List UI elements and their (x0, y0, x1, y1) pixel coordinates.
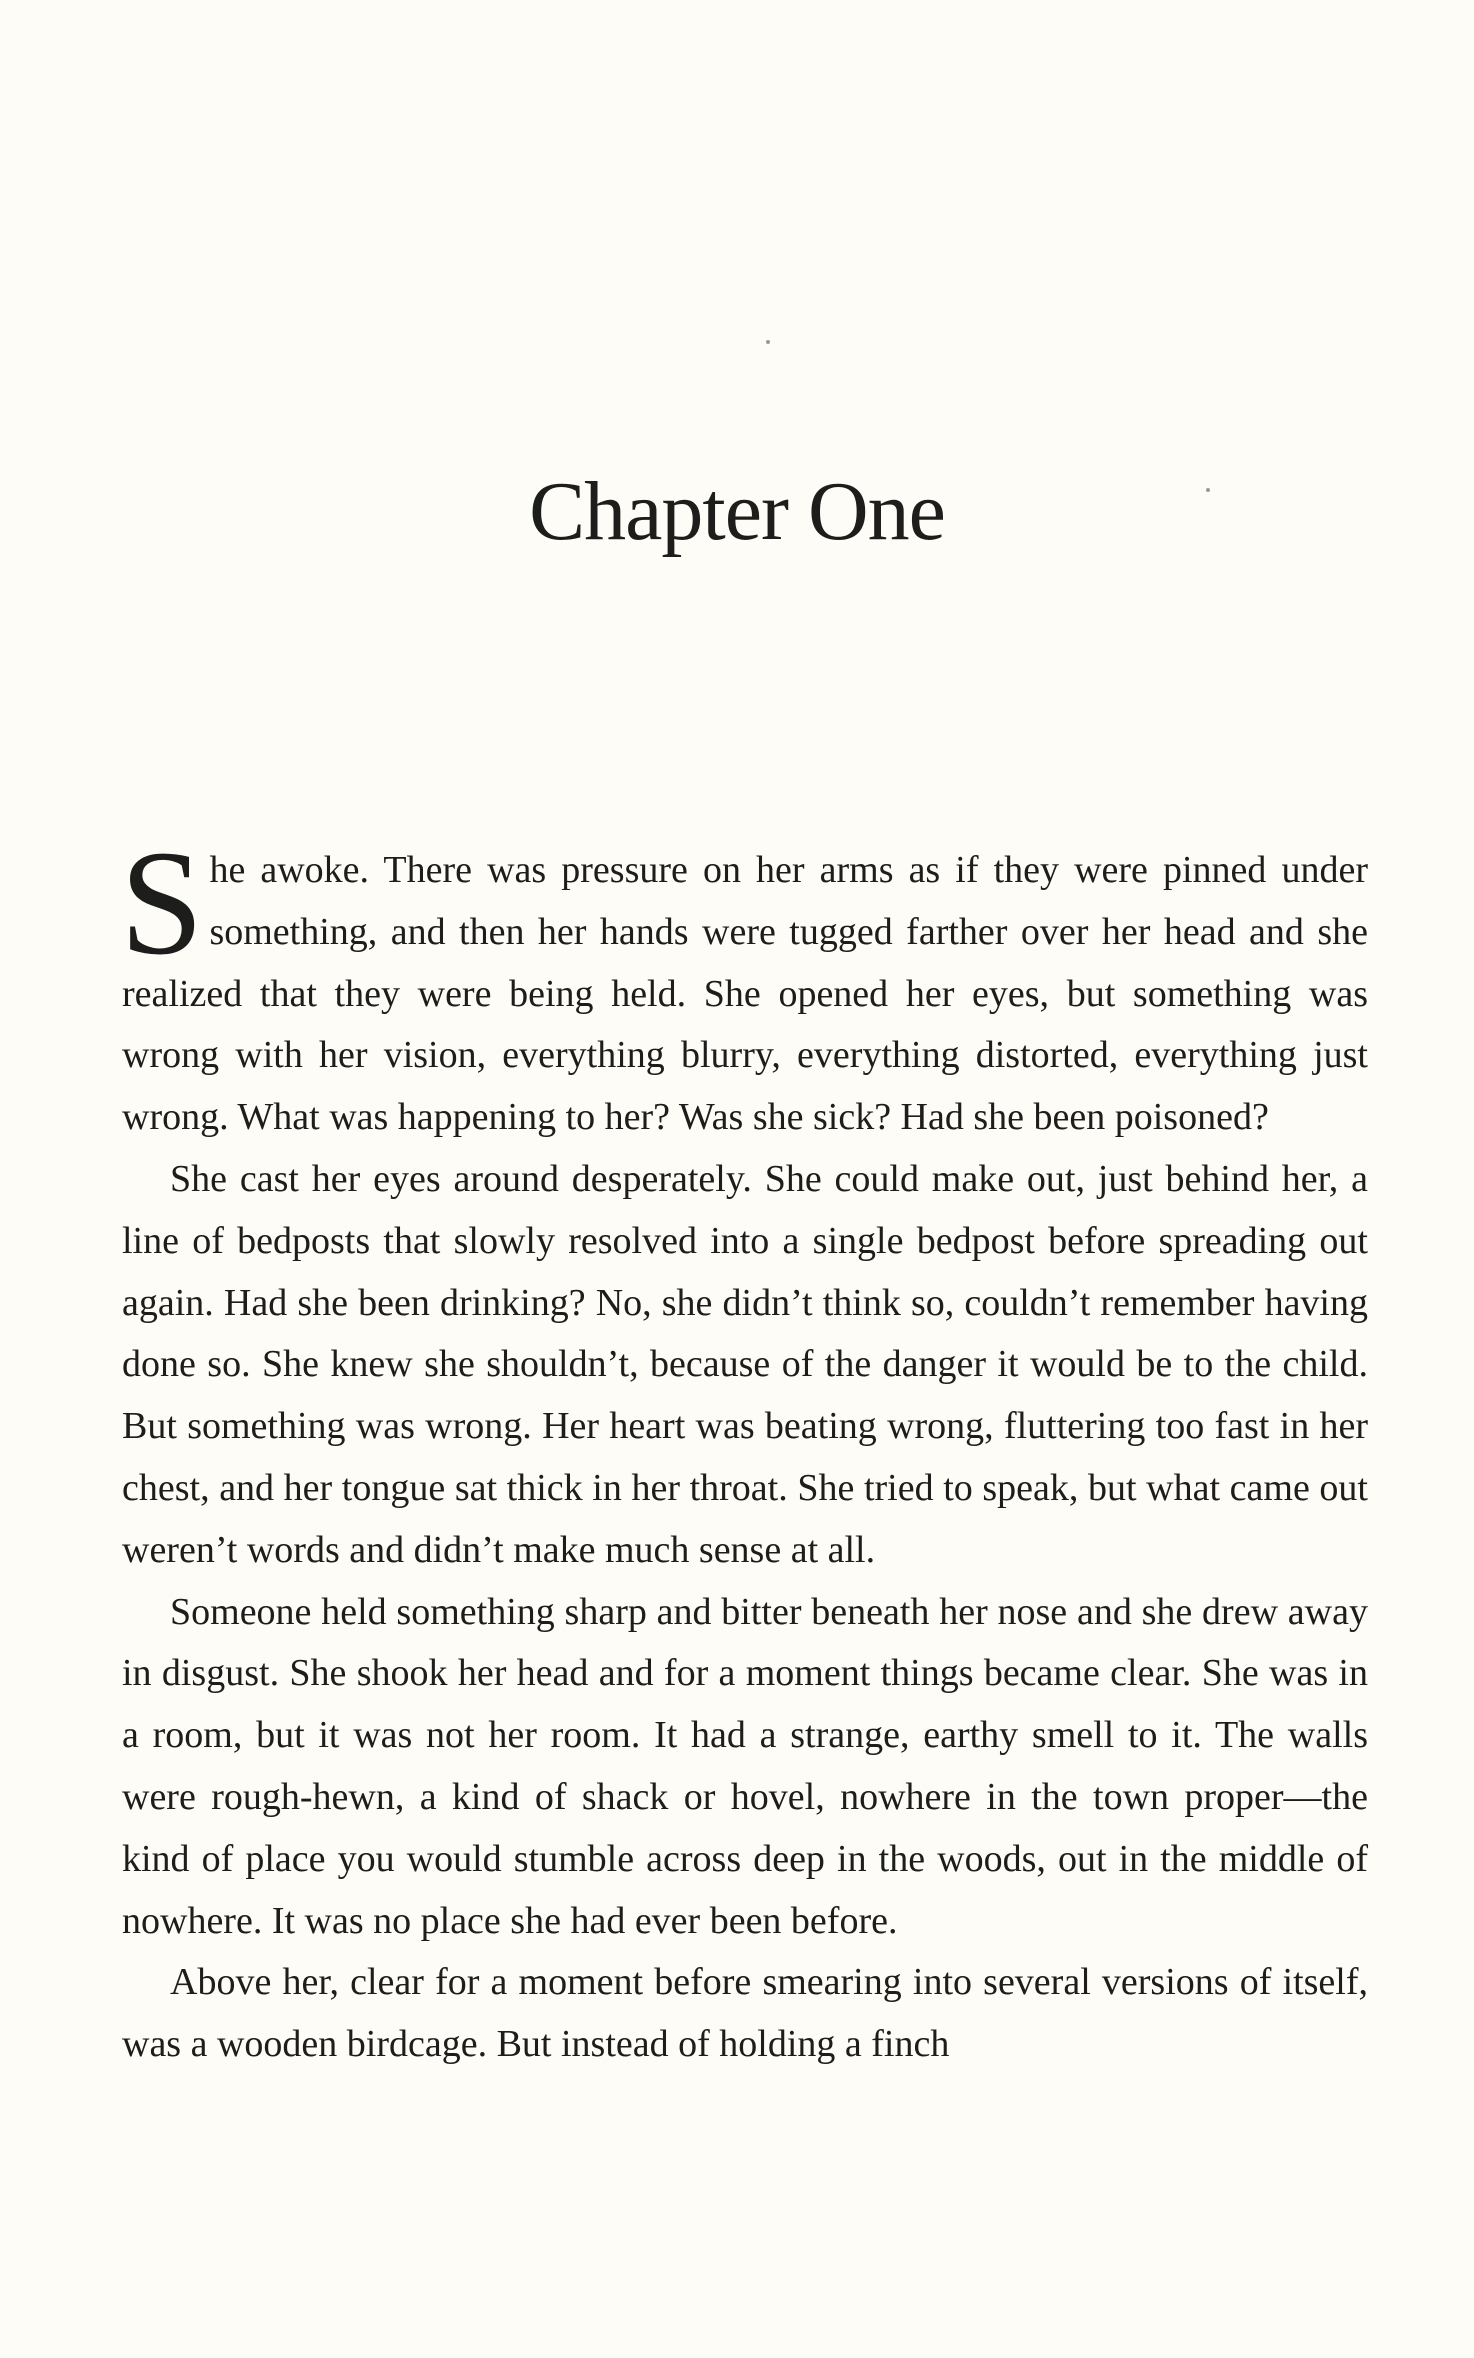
chapter-body (120, 820, 1368, 2076)
paper-speck (1206, 488, 1210, 492)
paragraph-1 (120, 820, 1368, 1149)
paragraph-3: Someone held something sharp and bitter beneath her nose and she drew away in disgust. She shook her head and for a moment things became clear. She was in a room, but it was not her room. It had a strange, earthy smell to it. The walls were rough-hewn, a kind of shack or hovel, nowhere in the town proper—the kind of place you would stumble across deep in the woods, out in the middle of nowhere. It was no place she had ever been before. (122, 1590, 1368, 1942)
paragraph-1-text: he awoke. There was pressure on her arms as if they were pinned under something, and then her hands were tugged farther over her head and she realized that they were being held. She opened her eyes, but something was wrong with her vision, everything blurry, everything distorted, everything just wrong. What was happening to her? Was she sick? Had she been poisoned? (122, 849, 1368, 1139)
chapter-title: Chapter One (529, 465, 945, 558)
paragraph-2: She cast her eyes around desperately. She could make out, just behind her, a line of bedposts that slowly resolved into a single bedpost before spreading out again. Had she been drinking? No, she didn’t think so, couldn’t remember having done so. She knew she shouldn’t, because of the danger it would be to the child. But something was wrong. Her heart was beating wrong, fluttering too fast in her chest, and her tongue sat thick in her throat. She tried to speak, but what came out weren’t words and didn’t make much sense at all. (122, 1157, 1368, 1571)
paragraph-4: Above her, clear for a moment before smearing into several versions of itself, was a wooden birdcage. But instead of holding a finch (122, 1961, 1368, 2066)
drop-cap: S (120, 820, 204, 986)
paper-speck (766, 340, 770, 344)
